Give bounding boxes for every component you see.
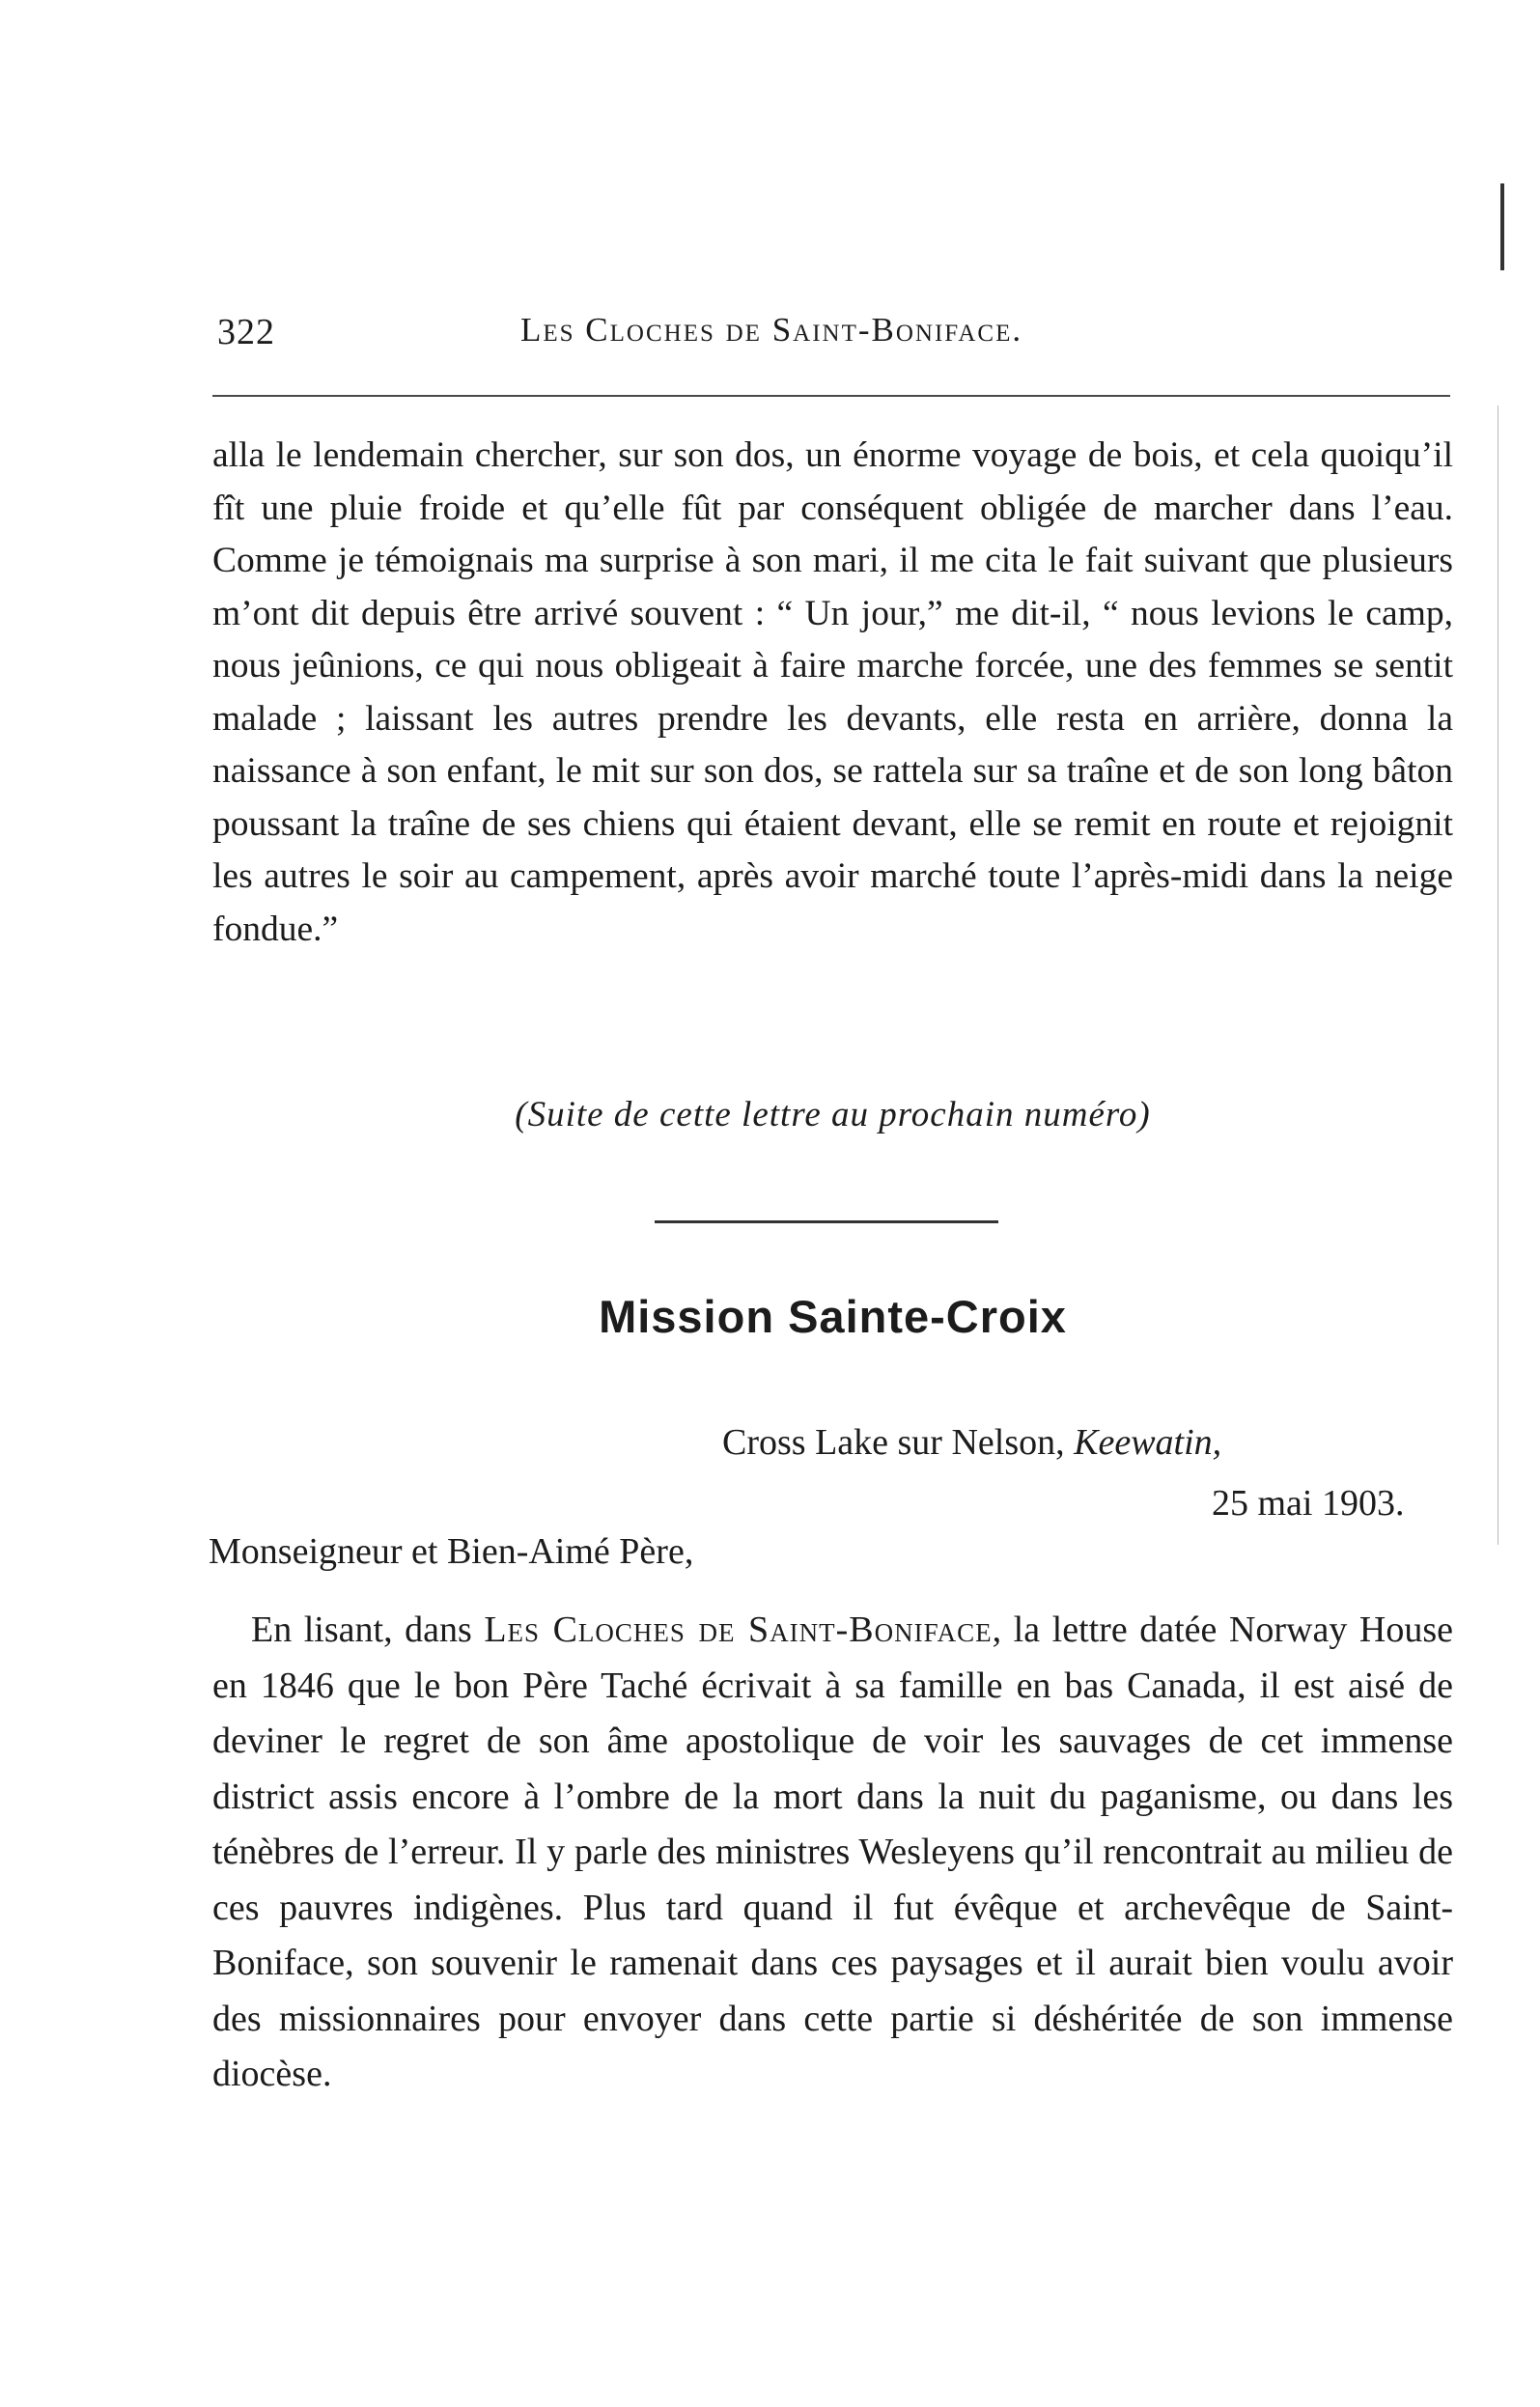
section-divider [655,1220,998,1223]
page-number: 322 [217,312,275,352]
place-text: Cross Lake sur Nelson, [722,1422,1075,1463]
journal-name: Les Cloches de Saint-Boniface [484,1609,993,1650]
suite-note: (Suite de cette lettre au prochain numéro) [515,1095,1151,1134]
page-header [208,311,1448,369]
continuation-text: alla le lendemain chercher, sur son dos, un énorme voyage de bois, et cela quoiqu’il fît une pluie froide et qu’elle fût par conséquent obligée de marcher dans l’eau. Comme je témoignais ma surprise à son mari, il me cita le fait suivant que plusieurs m’ont dit depuis être arrivé souvent : “ Un jour,” me dit-il, “ nous levions le camp, nous jeûnions, ce qui nous obligeait à faire marche forcée, une des femmes se sentit malade ; laissant les autres prendre les devants, elle resta en arrière, donna la naissance à son enfant, le mit sur son dos, se rattela sur sa traîne et de son long bâton poussant la traîne de ses chiens qui étaient devant, elle se remit en route et rejoignit les autres le soir au campement, après avoir marché toute l’après-midi dans la neige fondue.” [212,435,1453,949]
letter-body [212,1603,1453,2103]
region-text: Keewatin, [1074,1422,1222,1463]
continuation-paragraph [212,430,1453,956]
header-rule [212,395,1450,397]
letter-rest: , la lettre datée Norway House en 1846 que le bon Père Taché écrivait à sa famille en bas Canada, il est aisé de deviner le regret de son âme apostolique de voir les sauvages de cet immense district assis encore à l’ombre de la mort dans la nuit du paganisme, ou dans les ténèbres de l’erreur. Il y parle des ministres Wesleyens qu’il rencontrait au milieu de ces pauvres indigènes. Plus tard quand il fut évêque et archevêque de Saint-Boniface, son souvenir le ramenait dans ces paysages et il aurait bien voulu avoir des missionnaires pour envoyer dans cette partie si déshéritée de son immense diocèse. [212,1609,1453,2094]
salutation: Monseigneur et Bien-Aimé Père, [209,1531,694,1572]
scan-edge-mark [1500,183,1504,270]
dateline-date: 25 mai 1903. [1212,1483,1405,1524]
running-title: Les Cloches de Saint-Boniface. [520,311,1023,349]
letter-paragraph [212,1603,1453,2103]
dateline-place [722,1421,1221,1464]
letter-intro: En lisant, dans [251,1609,485,1650]
section-title: Mission Sainte-Croix [599,1291,1067,1342]
